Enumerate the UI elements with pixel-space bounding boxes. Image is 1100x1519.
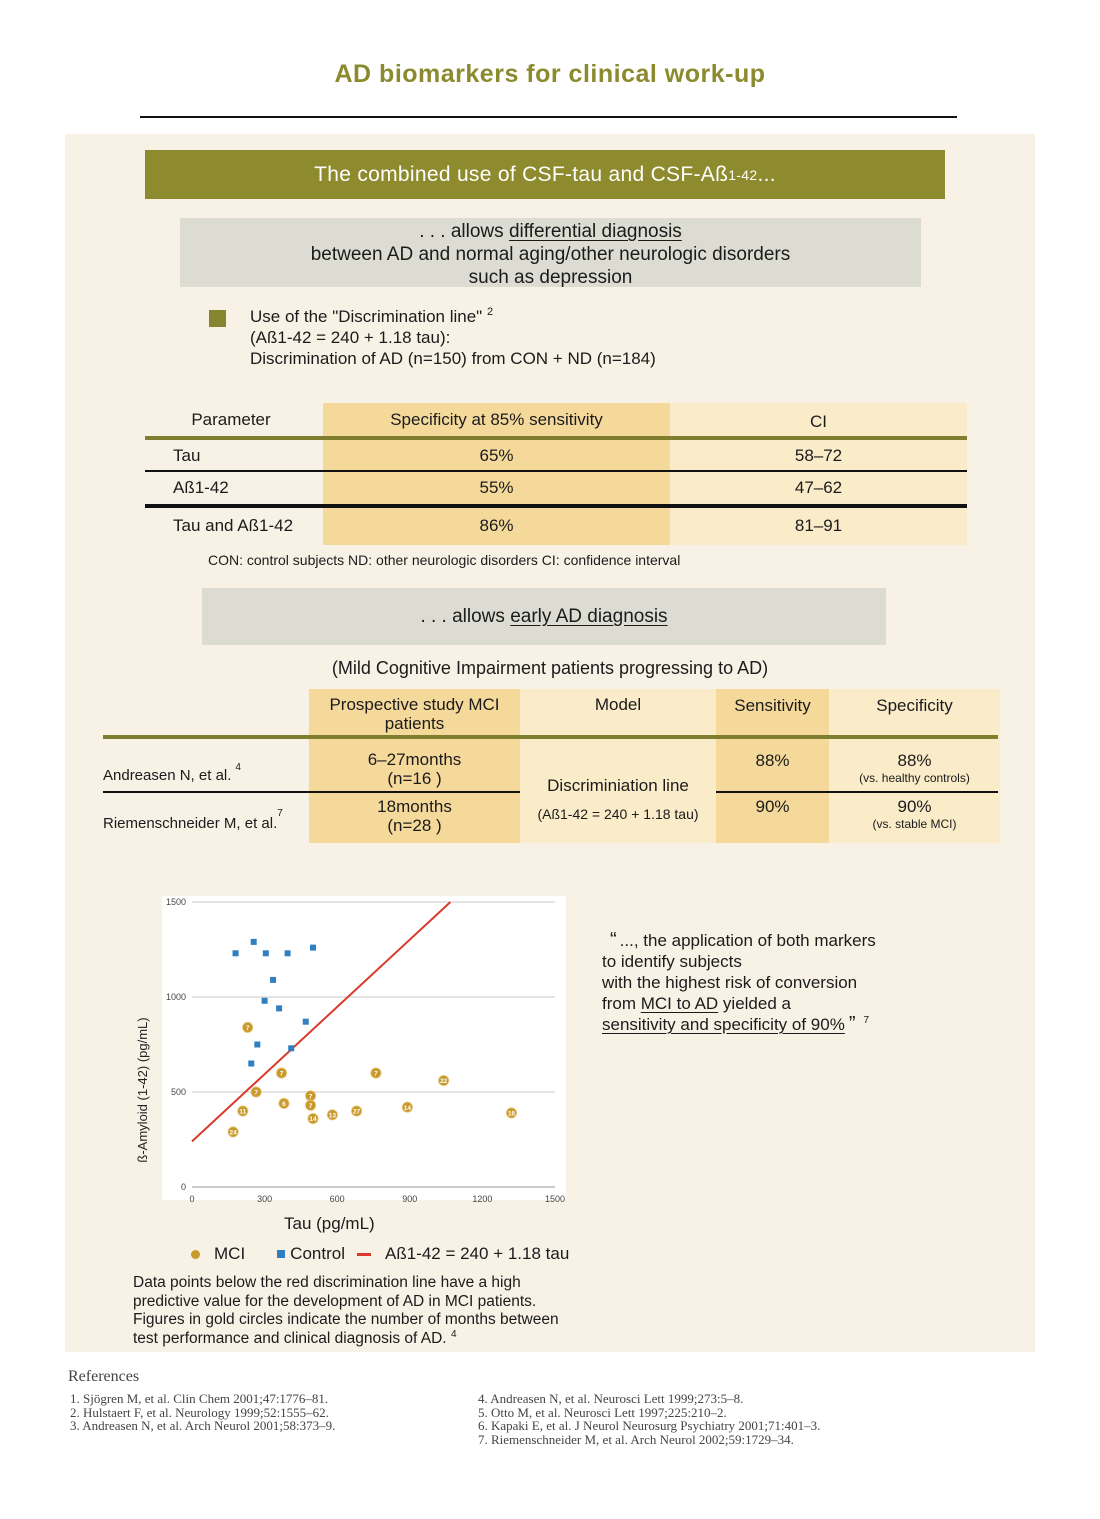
discrimination-line3: Discrimination of AD (n=150) from CON + ND (n=184)	[250, 349, 656, 368]
chart-mci-point-label: 14	[403, 1104, 411, 1112]
chart-x-tick-label: 900	[402, 1194, 418, 1204]
reference-7: 7. Riemenschneider M, et al. Arch Neurol 2002;59:1729–34.	[478, 1431, 794, 1447]
reference-6: 6. Kapaki E, et al. J Neurol Neurosurg Psychiatry 2001;71:401–3.	[478, 1418, 821, 1433]
table2-row2-spec-value: 90%	[897, 797, 932, 816]
reference-3: 3. Andreasen N, et al. Arch Neurol 2001;58:373–9.	[70, 1418, 336, 1433]
table1-header-parameter: Parameter	[191, 410, 271, 429]
legend-line-marker-icon	[357, 1253, 371, 1256]
box1-line2: between AD and normal aging/other neurologic disorders	[310, 244, 791, 265]
study-quote	[602, 930, 876, 1035]
chart-mci-point-label: 11	[239, 1108, 247, 1116]
table2-row1-author-text: Andreasen N, et al.	[103, 766, 232, 784]
table2-header-study: Prospective study MCI patients	[329, 695, 500, 733]
table2-header-rule	[103, 735, 998, 739]
table1-row3-spec: 86%	[479, 516, 514, 535]
chart-x-tick-label: 600	[329, 1194, 345, 1204]
box1-line3: such as depression	[468, 267, 633, 288]
chart-mci-point-label: 27	[352, 1108, 361, 1116]
chart-control-point	[276, 1005, 282, 1011]
caption-line3: Figures in gold circles indicate the number of months between	[133, 1311, 559, 1328]
table1-row1-param: Tau	[173, 446, 201, 465]
table2-row2-study	[309, 797, 520, 835]
differential-diagnosis-box	[180, 218, 921, 287]
chart-mci-point-label: 22	[440, 1078, 448, 1086]
table2-row1-ref: 4	[235, 761, 241, 773]
reference-1: 1. Sjögren M, et al. Clin Chem 2001;47:1776–81.	[70, 1391, 329, 1406]
table2-row2-ref: 7	[277, 807, 283, 819]
page-title: AD biomarkers for clinical work-up	[334, 60, 766, 88]
quote-line5-underlined: sensitivity and specificity of 90%	[602, 1015, 845, 1034]
table2-row2-author	[103, 807, 313, 836]
chart-mci-point-label: 7	[308, 1093, 313, 1101]
quote-close-mark: ”	[848, 1013, 856, 1035]
table2-row2-specificity	[829, 797, 1000, 831]
chart-y-tick-label: 1000	[165, 992, 186, 1002]
references-right	[478, 1392, 820, 1446]
chart-mci-point-label: 7	[245, 1025, 250, 1032]
table2-row1-study-line2: (n=16 )	[387, 769, 442, 788]
quote-open-mark: “	[610, 929, 617, 951]
table1-footnote: CON: control subjects ND: other neurologic disorders CI: confidence interval	[208, 552, 681, 568]
chart-x-axis-label: Tau (pg/mL)	[284, 1214, 375, 1233]
table1-header-rule	[145, 436, 967, 440]
table1-row-divider-thick	[145, 504, 967, 508]
bullet-square-icon	[209, 310, 226, 327]
table1-row2-param: Aß1-42	[173, 478, 229, 497]
legend-control-marker-icon	[277, 1250, 285, 1258]
chart-y-tick-label: 1500	[165, 897, 186, 907]
discrimination-line1: Use of the "Discrimination line"	[250, 307, 483, 326]
chart-mci-point-label: 13	[328, 1112, 336, 1120]
quote-line4-post: yielded a	[718, 994, 791, 1013]
quote-line4-pre: from	[602, 994, 641, 1013]
table2-model-line2: (Aß1-42 = 240 + 1.18 tau)	[537, 806, 699, 822]
table2-row-divider-right	[716, 791, 998, 793]
banner-ellipsis: ...	[757, 162, 776, 186]
scatter-chart	[130, 890, 570, 1220]
early-diagnosis-box	[202, 588, 886, 645]
chart-mci-point-label: 7	[279, 1070, 284, 1078]
chart-legend	[191, 1244, 569, 1264]
table2-row1-sensitivity: 88%	[755, 751, 790, 770]
table2-row2-spec-note: (vs. stable MCI)	[872, 817, 957, 831]
table1-header-ci: CI	[810, 412, 827, 431]
box2-underlined: early AD diagnosis	[510, 606, 668, 627]
chart-x-tick-label: 300	[257, 1194, 273, 1204]
caption-line4: test performance and clinical diagnosis of AD.	[133, 1329, 447, 1347]
chart-control-point	[285, 950, 291, 956]
chart-control-point	[310, 945, 316, 951]
chart-plot-background	[162, 896, 566, 1200]
chart-control-point	[233, 950, 239, 956]
table2-row1-spec-note: (vs. healthy controls)	[859, 771, 970, 785]
chart-y-axis-label: ß-Amyloid (1-42) (pg/mL)	[135, 1017, 150, 1163]
table1-row3-ci: 81–91	[794, 516, 843, 535]
chart-mci-point-label: 7	[374, 1070, 378, 1078]
references-left	[70, 1392, 335, 1433]
table1-header-specificity: Specificity at 85% sensitivity	[390, 410, 603, 429]
banner-subscript: 1-42	[728, 166, 758, 183]
quote-line4-underlined: MCI to AD	[640, 994, 719, 1013]
chart-control-point	[248, 1061, 254, 1067]
table1-row1-spec: 65%	[479, 446, 514, 465]
table2-model-line1: Discriminiation line	[547, 776, 689, 795]
table2-row1-author	[103, 762, 303, 788]
box1-underlined: differential diagnosis	[508, 221, 682, 242]
table1-row3-param: Tau and Aß1-42	[173, 516, 294, 535]
chart-mci-point-label: 18	[507, 1110, 516, 1118]
table2-header-model: Model	[594, 695, 642, 714]
discrimination-ref: 2	[486, 306, 494, 318]
table1-row2-spec: 55%	[479, 478, 514, 497]
chart-x-tick-label: 0	[189, 1194, 195, 1204]
chart-control-point	[303, 1019, 309, 1025]
table2-row1-study-line1: 6–27months	[367, 750, 462, 769]
chart-control-point	[263, 950, 269, 956]
table2-row2-study-line1: 18months	[377, 797, 452, 816]
chart-control-point	[262, 998, 268, 1004]
chart-mci-point-label: 6	[282, 1101, 286, 1108]
combined-use-banner	[145, 150, 945, 199]
table1-row2-ci: 47–62	[794, 478, 843, 497]
discrimination-text	[250, 306, 656, 369]
table2-header-specificity: Specificity	[876, 696, 953, 715]
chart-control-point	[270, 977, 276, 983]
box1-prefix: . . . allows	[419, 221, 509, 242]
table2-row-divider-left	[103, 791, 520, 793]
quote-line1: ..., the application of both markers	[619, 931, 876, 950]
table2-model-cell	[520, 776, 716, 822]
chart-x-tick-label: 1500	[544, 1194, 566, 1204]
table1-row-divider	[145, 470, 967, 472]
chart-mci-point-label: 7	[254, 1089, 258, 1097]
table2-row1-spec-value: 88%	[897, 751, 932, 770]
quote-line3: with the highest risk of conversion	[602, 973, 858, 992]
chart-control-point	[254, 1042, 260, 1048]
reference-4: 4. Andreasen N, et al. Neurosci Lett 1999;273:5–8.	[478, 1391, 744, 1406]
chart-y-tick-label: 0	[180, 1182, 186, 1192]
reference-5: 5. Otto M, et al. Neurosci Lett 1997;225:210–2.	[478, 1404, 727, 1420]
chart-caption	[133, 1274, 559, 1348]
table2-caption: (Mild Cognitive Impairment patients progressing to AD)	[331, 658, 769, 678]
chart-mci-point-label: 7	[308, 1102, 313, 1110]
chart-mci-point-label: 14	[309, 1116, 317, 1124]
legend-mci-marker-icon	[191, 1250, 200, 1259]
table2-row1-specificity	[829, 751, 1000, 785]
reference-2: 2. Hulstaert F, et al. Neurology 1999;52:1555–62.	[70, 1404, 329, 1420]
table2-row2-study-line2: (n=28 )	[387, 816, 442, 835]
table1-row1-ci: 58–72	[794, 446, 843, 465]
title-divider	[140, 116, 957, 118]
table2-row2-author-text: Riemenschneider M, et al.	[103, 814, 278, 832]
table2-header-sensitivity: Sensitivity	[734, 696, 811, 715]
quote-line2: to identify subjects	[602, 952, 742, 971]
legend-mci-label: MCI	[214, 1244, 246, 1263]
discrimination-line2: (Aß1-42 = 240 + 1.18 tau):	[250, 328, 451, 347]
caption-line2: predictive value for the development of AD in MCI patients.	[133, 1292, 537, 1310]
chart-control-point	[251, 939, 257, 945]
box2-prefix: . . . allows	[420, 606, 511, 627]
chart-control-point	[288, 1045, 294, 1051]
legend-control-label: Control	[290, 1244, 345, 1263]
chart-mci-point-label: 24	[229, 1129, 237, 1137]
references-title: References	[68, 1368, 140, 1385]
table2-row1-study	[309, 750, 520, 788]
caption-line1: Data points below the red discrimination line have a high	[133, 1274, 521, 1291]
legend-line-label: Aß1-42 = 240 + 1.18 tau	[384, 1244, 570, 1263]
banner-text: The combined use of CSF-tau and CSF-Aß	[314, 162, 729, 186]
chart-y-tick-label: 500	[170, 1087, 186, 1097]
table2-row2-sensitivity: 90%	[755, 797, 790, 816]
quote-ref: 7	[863, 1015, 870, 1026]
chart-x-tick-label: 1200	[472, 1194, 493, 1204]
caption-ref: 4	[450, 1328, 457, 1340]
